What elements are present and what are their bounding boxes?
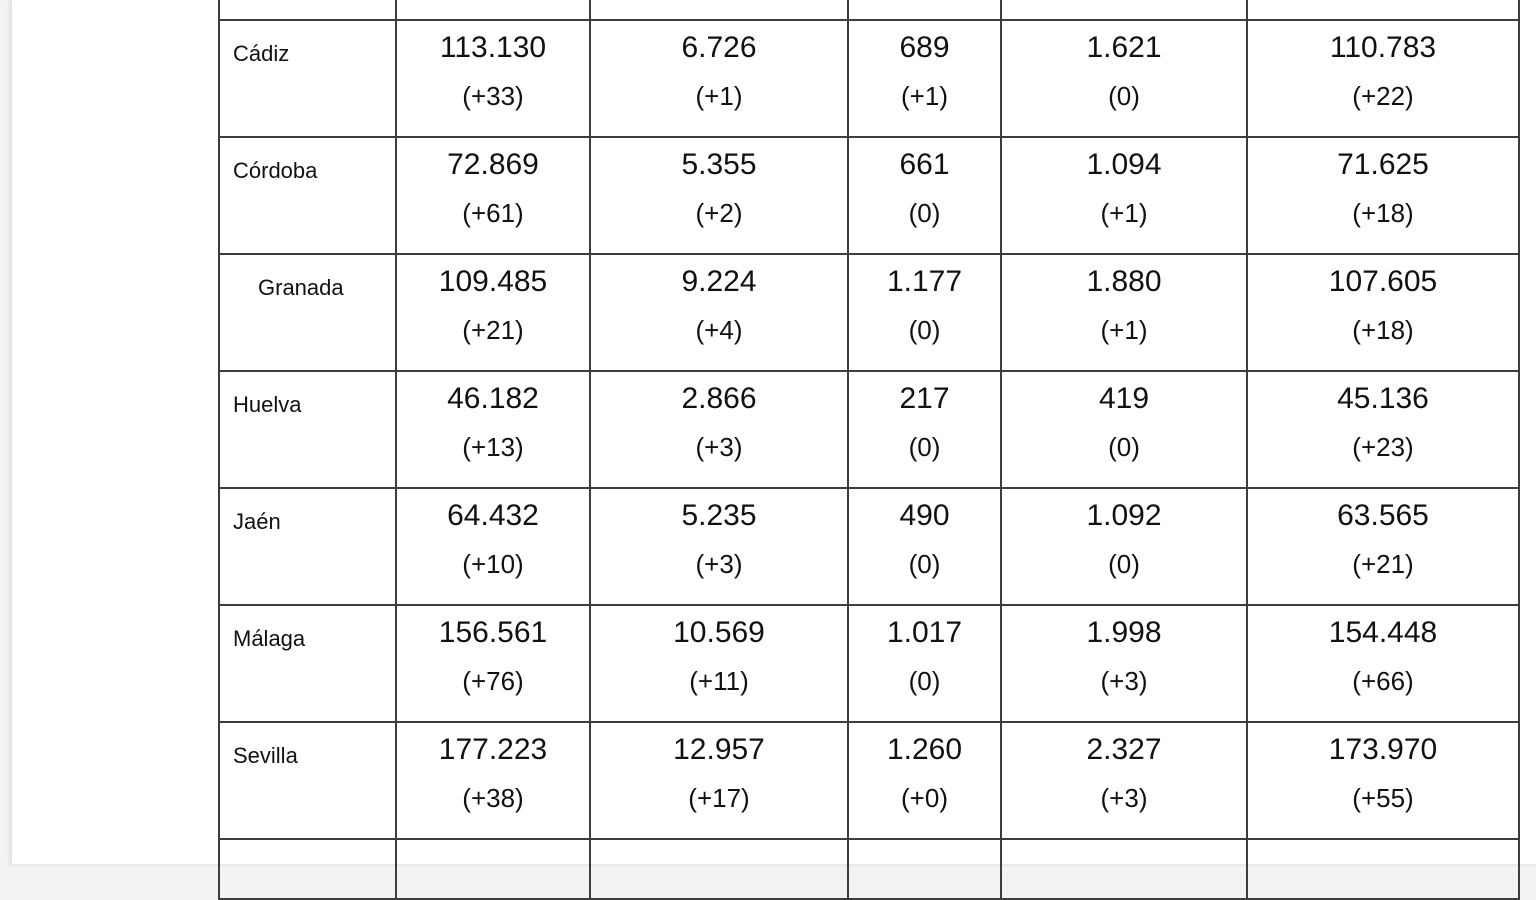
- cell-delta: (+13): [462, 432, 524, 462]
- cell-delta: (+55): [1352, 783, 1414, 813]
- cell-delta: (+38): [462, 783, 524, 813]
- province-name: Huelva: [233, 392, 302, 417]
- table-row: [219, 839, 1519, 899]
- cell-delta: (+76): [462, 666, 524, 696]
- cell-value: 5.355: [681, 148, 757, 181]
- province-name: Granada: [258, 275, 344, 300]
- cell-delta: (+2): [695, 198, 743, 228]
- table-cell: [1001, 839, 1247, 899]
- cell-delta: (0): [1108, 549, 1140, 579]
- cell-delta: (0): [1108, 81, 1140, 111]
- value-cell: [590, 137, 848, 254]
- cell-delta: (+1): [1100, 315, 1148, 345]
- cell-value: 154.448: [1328, 616, 1438, 649]
- cell-value: 156.561: [438, 616, 548, 649]
- value-cell: [396, 488, 590, 605]
- cell-value: 490: [899, 499, 950, 532]
- cell-delta: (+18): [1352, 315, 1414, 345]
- cell-delta: (0): [908, 198, 941, 228]
- document-page: [12, 0, 1536, 864]
- cell-value: 109.485: [438, 265, 548, 298]
- value-cell: [848, 254, 1001, 371]
- value-cell: [1247, 605, 1519, 722]
- cell-value: 45.136: [1337, 382, 1429, 415]
- cell-delta: (+22): [1352, 81, 1414, 111]
- table-row: [219, 137, 1519, 254]
- cell-delta: (0): [908, 666, 941, 696]
- cell-delta: (+3): [695, 432, 743, 462]
- cell-delta: (+21): [462, 315, 524, 345]
- value-cell: [848, 605, 1001, 722]
- value-cell: [848, 137, 1001, 254]
- cell-value: 110.783: [1329, 31, 1437, 64]
- cell-value: 1.094: [1086, 148, 1162, 181]
- table-cell: [396, 839, 590, 899]
- value-cell: [590, 488, 848, 605]
- table-cell: [1001, 0, 1247, 20]
- cell-value: 72.869: [447, 148, 539, 181]
- cell-delta: (+1): [901, 81, 948, 111]
- value-cell: [848, 722, 1001, 839]
- value-cell: [396, 605, 590, 722]
- table-row: [219, 0, 1519, 20]
- value-cell: [1247, 20, 1519, 137]
- cell-value: 1.880: [1086, 265, 1162, 298]
- province-name: Cádiz: [233, 41, 290, 66]
- value-cell: [1001, 722, 1247, 839]
- cell-delta: (+3): [1100, 783, 1148, 813]
- province-name: Málaga: [233, 626, 306, 651]
- value-cell: [396, 137, 590, 254]
- cell-delta: (+61): [462, 198, 524, 228]
- cell-delta: (+33): [462, 81, 524, 111]
- cell-value: 661: [899, 148, 950, 181]
- cell-delta: (+17): [688, 783, 750, 813]
- cell-value: 71.625: [1337, 148, 1429, 181]
- cell-delta: (+3): [1100, 666, 1148, 696]
- cell-value: 689: [899, 31, 950, 64]
- value-cell: [1001, 137, 1247, 254]
- province-cell: [219, 488, 396, 605]
- table-row: [219, 254, 1519, 371]
- value-cell: [848, 20, 1001, 137]
- value-cell: [590, 20, 848, 137]
- table-row: [219, 605, 1519, 722]
- cell-value: 113.130: [439, 31, 547, 64]
- cell-delta: (+21): [1352, 549, 1414, 579]
- table-row: [219, 371, 1519, 488]
- province-data-table: [218, 0, 1520, 900]
- cell-delta: (+1): [1100, 198, 1148, 228]
- table-cell: [396, 0, 590, 20]
- cell-value: 64.432: [447, 499, 539, 532]
- province-cell: [219, 20, 396, 137]
- cell-value: 1.092: [1086, 499, 1162, 532]
- value-cell: [396, 254, 590, 371]
- cell-delta: (+0): [901, 783, 948, 813]
- cell-delta: (0): [908, 315, 941, 345]
- table-cell: [1247, 0, 1519, 20]
- cell-delta: (+10): [462, 549, 524, 579]
- value-cell: [1247, 371, 1519, 488]
- value-cell: [1001, 605, 1247, 722]
- province-name: Córdoba: [233, 158, 318, 183]
- cell-value: 2.327: [1086, 733, 1162, 766]
- cell-value: 46.182: [447, 382, 539, 415]
- value-cell: [396, 20, 590, 137]
- cell-value: 6.726: [681, 31, 757, 64]
- cell-delta: (0): [1108, 432, 1140, 462]
- cell-value: 1.998: [1086, 616, 1162, 649]
- value-cell: [396, 722, 590, 839]
- cell-value: 1.621: [1086, 31, 1162, 64]
- value-cell: [590, 722, 848, 839]
- value-cell: [1247, 137, 1519, 254]
- table-row: [219, 20, 1519, 137]
- cell-delta: (+1): [695, 81, 743, 111]
- cell-value: 107.605: [1328, 265, 1438, 298]
- value-cell: [396, 371, 590, 488]
- cell-delta: (0): [908, 549, 941, 579]
- cell-value: 419: [1098, 382, 1150, 415]
- cell-value: 5.235: [681, 499, 757, 532]
- province-name: Jaén: [233, 509, 281, 534]
- cell-value: 10.569: [673, 616, 765, 649]
- table-cell: [590, 839, 848, 899]
- value-cell: [848, 371, 1001, 488]
- province-cell: [219, 254, 396, 371]
- value-cell: [1247, 488, 1519, 605]
- value-cell: [1247, 722, 1519, 839]
- value-cell: [1001, 488, 1247, 605]
- value-cell: [1001, 371, 1247, 488]
- province-cell: [219, 137, 396, 254]
- cell-value: 63.565: [1337, 499, 1429, 532]
- province-cell: [219, 605, 396, 722]
- cell-value: 177.223: [438, 733, 548, 766]
- province-cell: [219, 371, 396, 488]
- table-cell: [219, 0, 396, 20]
- cell-value: 1.260: [886, 733, 963, 766]
- value-cell: [1001, 254, 1247, 371]
- value-cell: [590, 254, 848, 371]
- cell-delta: (+23): [1352, 432, 1414, 462]
- table-cell: [590, 0, 848, 20]
- cell-value: 173.970: [1328, 733, 1438, 766]
- cell-value: 2.866: [681, 382, 757, 415]
- value-cell: [848, 488, 1001, 605]
- cell-value: 217: [899, 382, 950, 415]
- table-row: [219, 488, 1519, 605]
- cell-delta: (+4): [695, 315, 743, 345]
- cell-value: 1.177: [886, 265, 963, 298]
- table-cell: [848, 0, 1001, 20]
- value-cell: [1247, 254, 1519, 371]
- table-row: [219, 722, 1519, 839]
- cell-delta: (+3): [695, 549, 743, 579]
- province-cell: [219, 722, 396, 839]
- cell-value: 9.224: [681, 265, 757, 298]
- cell-delta: (+66): [1352, 666, 1414, 696]
- cell-delta: (+11): [689, 666, 749, 696]
- table-cell: [1247, 839, 1519, 899]
- cell-value: 1.017: [886, 616, 963, 649]
- cell-delta: (+18): [1352, 198, 1414, 228]
- province-name: Sevilla: [233, 743, 298, 768]
- table-cell: [219, 839, 396, 899]
- value-cell: [590, 605, 848, 722]
- table-cell: [848, 839, 1001, 899]
- value-cell: [590, 371, 848, 488]
- value-cell: [1001, 20, 1247, 137]
- cell-value: 12.957: [673, 733, 765, 766]
- cell-delta: (0): [908, 432, 941, 462]
